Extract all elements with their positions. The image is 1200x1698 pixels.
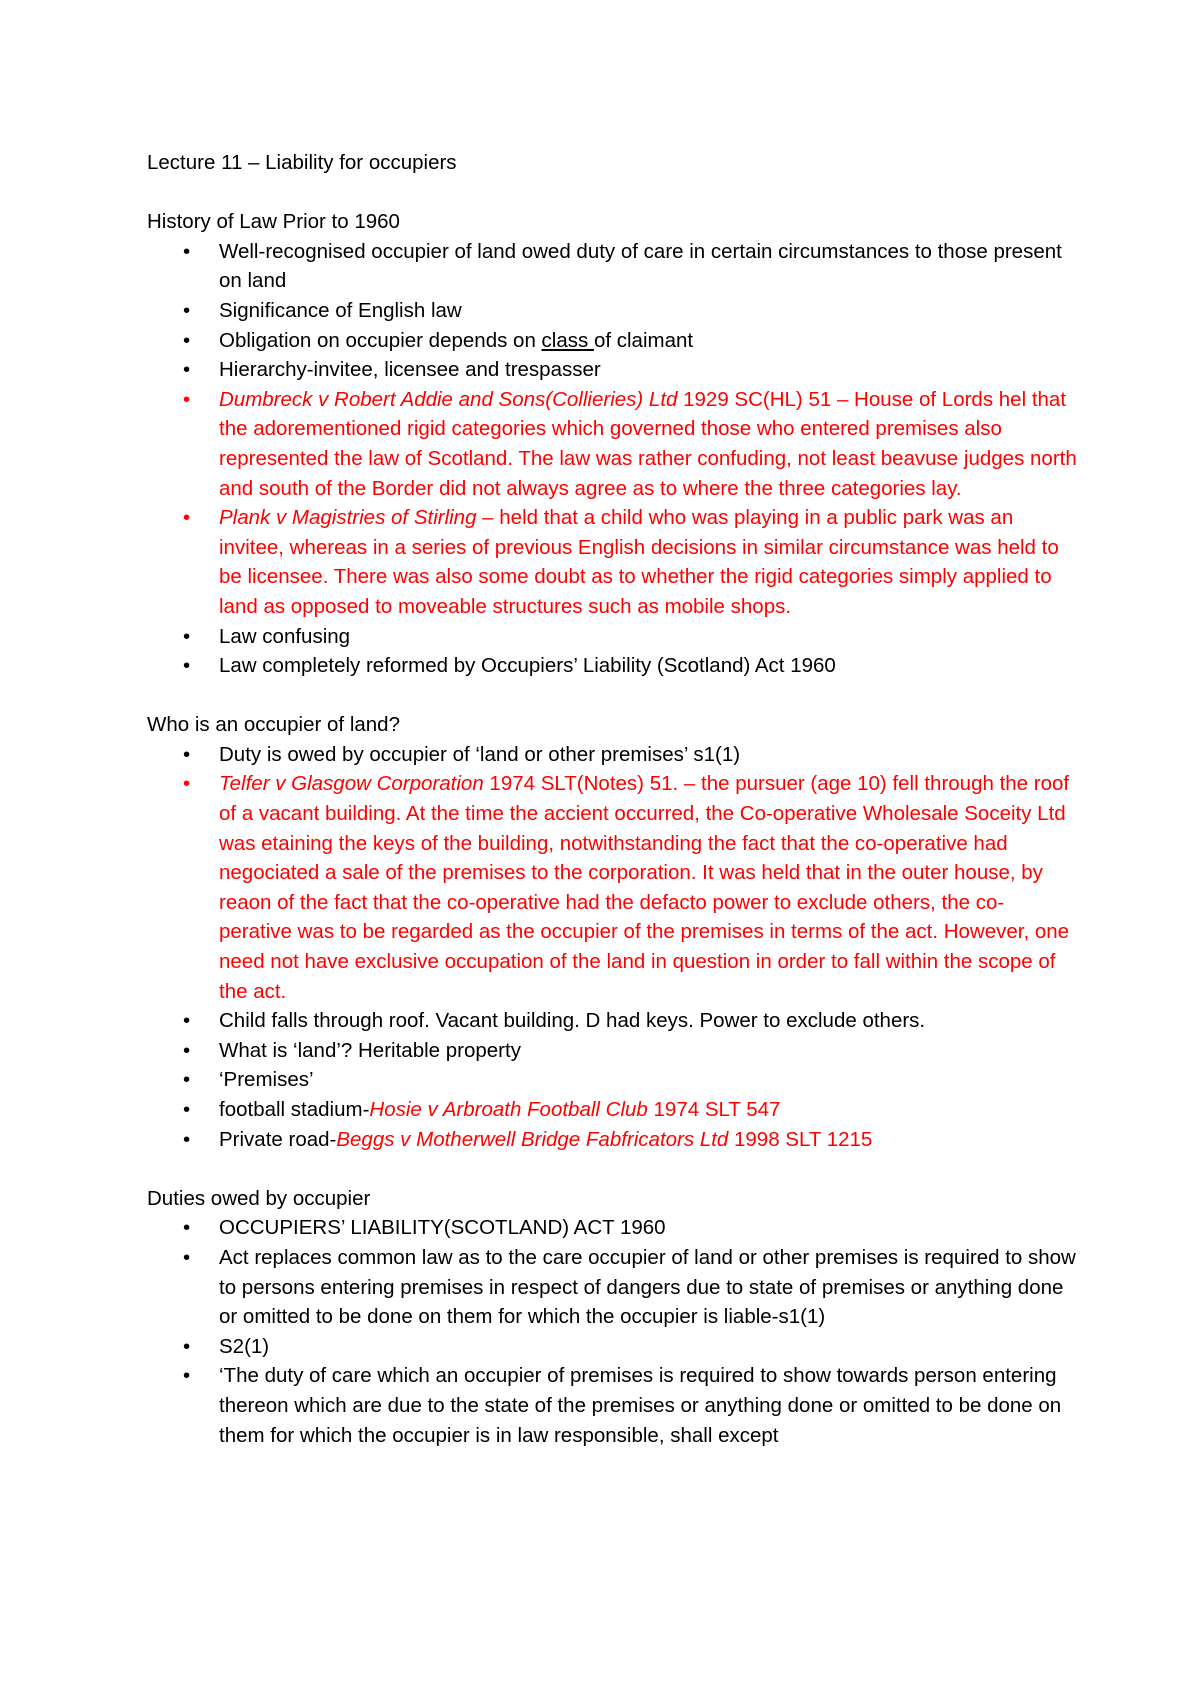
case-citation: Dumbreck v Robert Addie and Sons(Collieries) Ltd [219,387,678,411]
list-item: • Well-recognised occupier of land owed duty of care in certain circumstances to those present on land [147,237,1077,296]
case-citation-beggs: Beggs v Motherwell Bridge Fabfricators Ltd 1998 SLT 1215 [336,1127,873,1151]
duties-bullet-list [147,1213,1077,1450]
spacer [147,681,1077,711]
list-item: • Significance of English law [147,296,1077,326]
list-item: • football stadium-Hosie v Arbroath Football Club 1974 SLT 547 [147,1095,1077,1125]
list-item: • Law completely reformed by Occupiers’ Liability (Scotland) Act 1960 [147,651,1077,681]
list-item: • Private road-Beggs v Motherwell Bridge Fabfricators Ltd 1998 SLT 1215 [147,1125,1077,1155]
spacer [147,178,1077,208]
page-title: Lecture 11 – Liability for occupiers [147,151,457,174]
list-item: • OCCUPIERS’ LIABILITY(SCOTLAND) ACT 1960 [147,1213,1077,1243]
list-item: • ‘Premises’ [147,1065,1077,1095]
case-note-dumbreck: • Dumbreck v Robert Addie and Sons(Collieries) Ltd 1929 SC(HL) 51 – House of Lords hel that the adorementioned rigid categories which governed those who entered premises also represented the law of Scotland. The law was rather confuding, not least beavuse judges north and south of the Border did not always agree as to where the three categories lay. [147,385,1077,503]
case-note-telfer: • Telfer v Glasgow Corporation 1974 SLT(Notes) 51. – the pursuer (age 10) fell through the roof of a vacant building. At the time the accient occurred, the Co-operative Wholesale Soceity Ltd was etaining the keys of the building, notwithstanding the fact that the co-operative had negociated a sale of the premises to the corporation. It was held that in the outer house, by reaon of the fact that the co-operative had the defacto power to exclude others, the co-perative was to be regarded as the occupier of the premises in terms of the act. However, one need not have exclusive occupation of the land in question in order to fall within the scope of the act. [147,769,1077,1006]
section-heading-who: Who is an occupier of land? [147,713,400,737]
who-bullet-list [147,740,1077,1154]
case-citation: Plank v Magistries of Stirling [219,506,477,530]
spacer [147,1154,1077,1184]
list-item: • What is ‘land’? Heritable property [147,1036,1077,1066]
list-item: • Law confusing [147,622,1077,652]
underlined-word: class [541,328,594,352]
document-page [147,148,1077,1450]
case-note-plank: • Plank v Magistries of Stirling – held that a child who was playing in a public park was an invitee, whereas in a series of previous English decisions in similar circumstance was held to be licensee. There was also some doubt as to whether the rigid categories simply applied to land as opposed to moveable structures such as mobile shops. [147,503,1077,621]
list-item: • Act replaces common law as to the care occupier of land or other premises is required to show to persons entering premises in respect of dangers due to state of premises or anything done or omitted to be done on them for which the occupier is liable-s1(1) [147,1243,1077,1332]
section-heading-history: History of Law Prior to 1960 [147,210,400,234]
history-bullet-list [147,237,1077,681]
list-item: • ‘The duty of care which an occupier of premises is required to show towards person entering thereon which are due to the state of the premises or anything done or omitted to be done on them for which the occupier is in law responsible, shall except [147,1361,1077,1450]
list-item: • Duty is owed by occupier of ‘land or other premises’ s1(1) [147,740,1077,770]
list-item: • Hierarchy-invitee, licensee and trespasser [147,355,1077,385]
case-citation: Telfer v Glasgow Corporation [219,772,484,796]
list-item: • Obligation on occupier depends on class of claimant [147,326,1077,356]
list-item: • S2(1) [147,1332,1077,1362]
case-citation-hosie: Hosie v Arbroath Football Club 1974 SLT 547 [369,1098,781,1121]
list-item: • Child falls through roof. Vacant building. D had keys. Power to exclude others. [147,1006,1077,1036]
section-heading-duties: Duties owed by occupier [147,1186,371,1210]
